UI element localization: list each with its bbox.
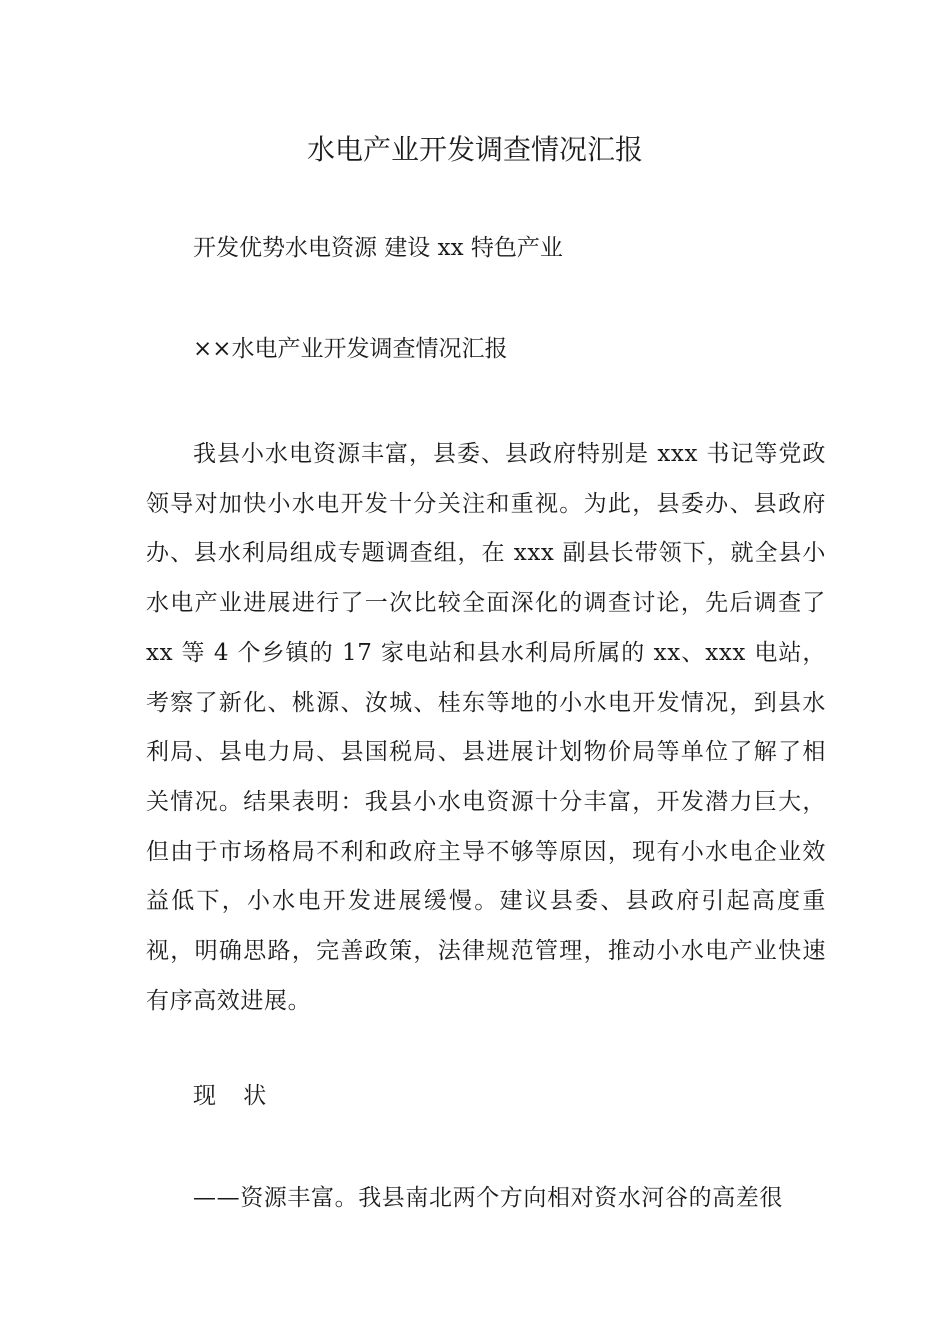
section-heading: 现 状	[193, 1083, 277, 1109]
body-paragraph-continued: ——资源丰富。我县南北两个方向相对资水河谷的高差很	[193, 1185, 783, 1211]
document-subtitle: 开发优势水电资源 建设 xx 特色产业	[193, 235, 563, 261]
body-paragraph: 我县小水电资源丰富，县委、县政府特别是 xxx 书记等党政领导对加快小水电开发十分关注和重视。为此，县委办、县政府办、县水利局组成专题调查组，在 xxx 副县长带领下，就全县小水电产业进展进行了一次比较全面深化的调查讨论，先后调查了 xx 等 4 个乡镇的 17 家电站和县水利局所属的 xx、xxx 电站，考察了新化、桃源、汝城、桂东等地的小水电开发情况，到县水利局、县电力局、县国税局、县进展计划物价局等单位了解了相关情况。结果表明：我县小水电资源十分丰富，开发潜力巨大，但由于市场格局不利和政府主导不够等原因，现有小水电企业效益低下，小水电开发进展缓慢。建议县委、县政府引起高度重视，明确思路，完善政策，法律规范管理，推动小水电产业快速有序高效进展。	[146, 441, 826, 1014]
document-title: 水电产业开发调查情况汇报	[306, 133, 643, 166]
document-subtitle-secondary: ××水电产业开发调查情况汇报	[193, 336, 508, 362]
